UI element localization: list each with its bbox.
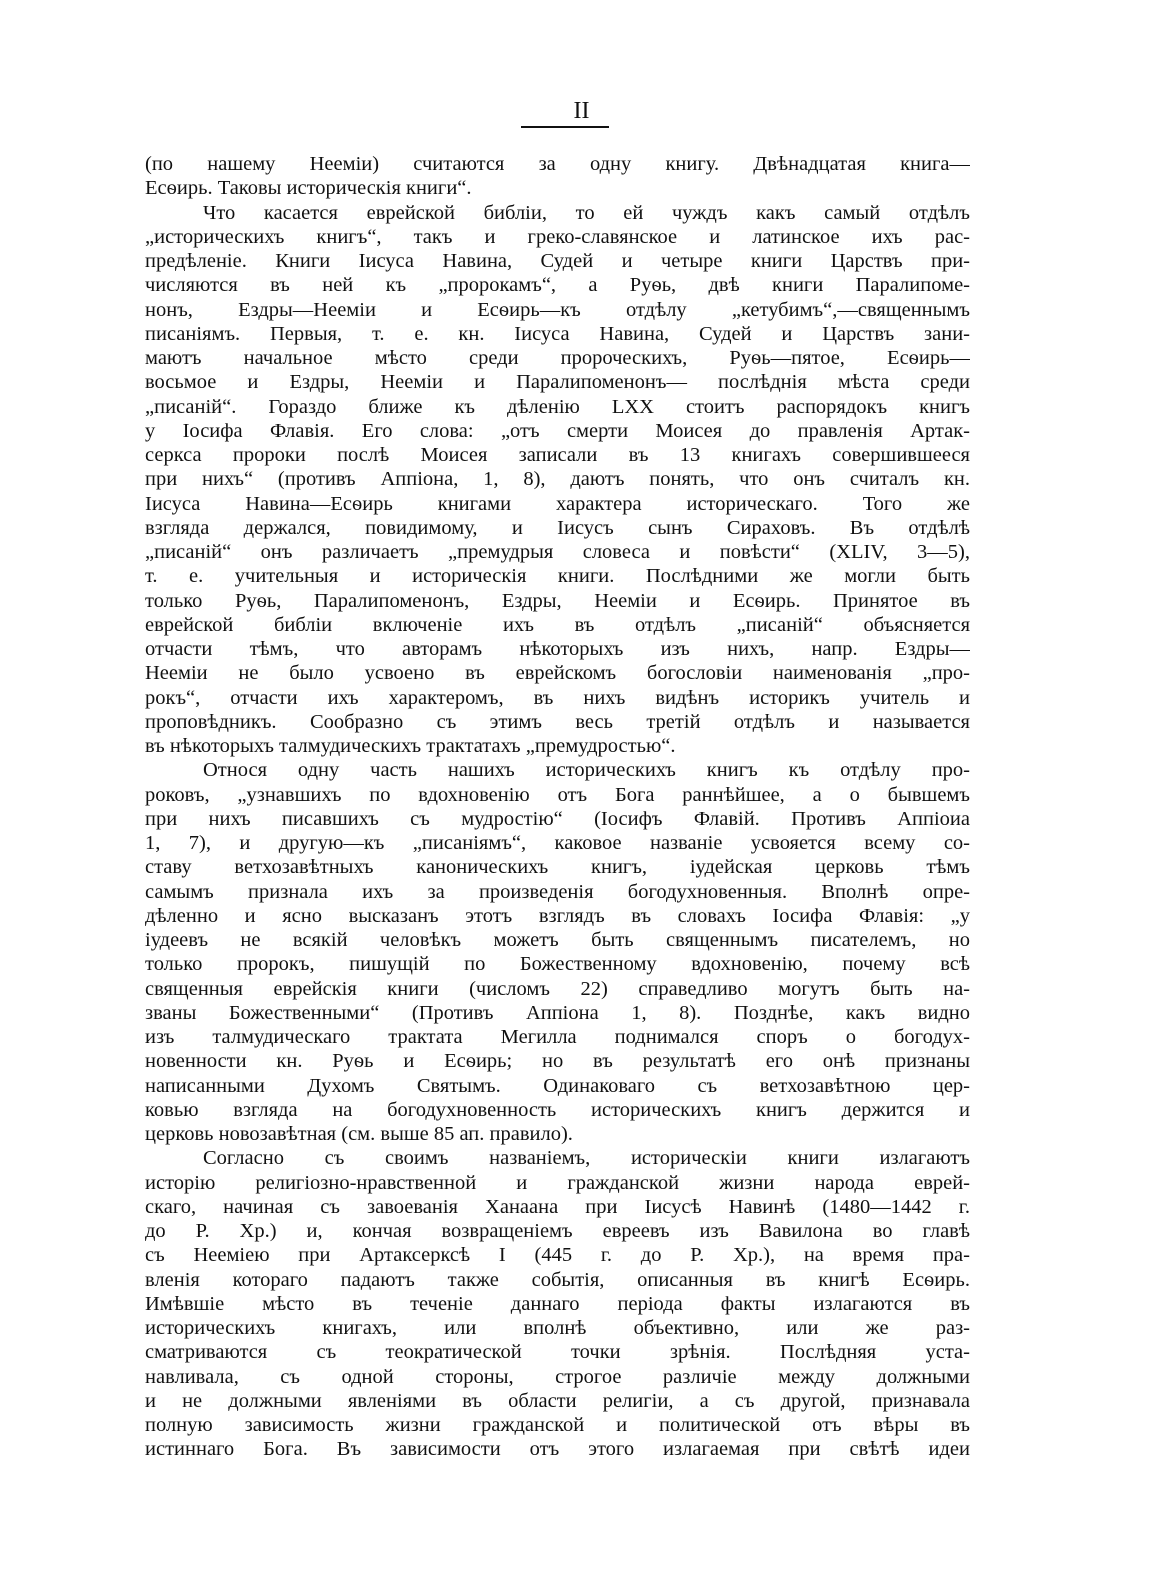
- text-line: отчасти тѣмъ, что авторамъ нѣкоторыхъ изъ нихъ, напр. Ездры—: [145, 638, 970, 660]
- text-line: Имѣвшiе мѣсто въ теченiе даннаго перiода факты излагаются въ: [145, 1292, 970, 1315]
- text-line: ковью взгляда на богодухновенность историческихъ книгъ держится и: [145, 1098, 970, 1121]
- text-line: въ нѣкоторыхъ талмудическихъ трактатахъ „премудростью“.: [145, 735, 676, 757]
- text-line: только пророкъ, пишущiй по Божественному вдохновенiю, почему всѣ: [145, 953, 970, 976]
- text-line: навливала, съ одной стороны, строгое различiе между должными: [145, 1365, 970, 1388]
- text-line: при нихъ писавшихъ съ мудростiю“ (Iосифъ Флавiй. Противъ Аппiоиа: [145, 807, 970, 830]
- text-line: Согласно съ своимъ названiемъ, историческiи книги излагаютъ: [203, 1147, 970, 1170]
- text-line: при нихъ“ (противъ Аппiона, 1, 8), даютъ понять, что онъ считалъ кн.: [145, 468, 970, 491]
- page-number: II: [573, 98, 590, 124]
- text-line: предѣленiе. Книги Iисуса Навина, Судей и четыре книги Царствъ при-: [145, 250, 970, 272]
- page-number-rule: [521, 126, 609, 128]
- text-line: восьмое и Ездры, Неемiи и Паралипоменонъ— послѣднiя мѣста среди: [145, 371, 970, 394]
- text-line: „писанiй“. Гораздо ближе къ дѣленiю LXX стоитъ распорядокъ книгъ: [145, 395, 970, 418]
- text-line: ставу ветхозавѣтныхъ каноническихъ книгъ, iудейская церковь тѣмъ: [145, 856, 970, 879]
- text-line: числяются въ ней къ „пророкамъ“, а Руѳь, двѣ книги Паралипоме-: [145, 274, 970, 297]
- text-line: изъ талмудическаго трактата Мегилла поднимался споръ о богодух-: [145, 1026, 970, 1048]
- text-line: Iисуса Навина—Есѳирь книгами характера историческаго. Того же: [145, 492, 970, 515]
- text-line: новенности кн. Руѳь и Есѳирь; но въ результатѣ его онѣ признаны: [145, 1050, 970, 1073]
- text-line: „писанiй“ онъ различаетъ „премудрыя словеса и повѣсти“ (XLIV, 3—5),: [145, 541, 970, 563]
- text-line: самымъ признала ихъ за произведенiя богодухновенныя. Вполнѣ опре-: [145, 880, 970, 903]
- text-line: т. е. учительныя и историческiя книги. Послѣдними же могли быть: [145, 565, 970, 588]
- text-line: церковь новозавѣтная (см. выше 85 ап. правило).: [145, 1123, 573, 1145]
- text-line: еврейской библiи включенiе ихъ въ отдѣлъ „писанiй“ объясняется: [145, 613, 970, 636]
- text-line: 1, 7), и другую—къ „писанiямъ“, каковое названiе усвояется всему со-: [145, 832, 970, 854]
- text-line: Неемiи не было усвоено въ еврейскомъ богословiи наименованiя „про-: [145, 662, 970, 685]
- text-line: Относя одну часть нашихъ историческихъ книгъ къ отдѣлу про-: [203, 759, 970, 782]
- text-line: дѣленно и ясно высказанъ этотъ взглядъ въ словахъ Iосифа Флавiя: „у: [145, 904, 970, 927]
- text-line: полную зависимость жизни гражданской и политической отъ вѣры въ: [145, 1414, 970, 1436]
- text-line: и не должными явленiями въ области религiи, а съ другой, признавала: [145, 1389, 970, 1412]
- text-line: Что касается еврейской библiи, то ей чуждъ какъ самый отдѣлъ: [203, 201, 970, 224]
- text-line: сматриваются съ теократической точки зрѣнiя. Послѣдняя уста-: [145, 1341, 970, 1364]
- body-text: [145, 152, 970, 1462]
- text-line: рокъ“, отчасти ихъ характеромъ, въ нихъ видѣнъ историкъ учитель и: [145, 686, 970, 709]
- text-line: историческихъ книгахъ, или вполнѣ объективно, или же раз-: [145, 1317, 970, 1339]
- text-line: званы Божественными“ (Противъ Аппiона 1, 8). Позднѣе, какъ видно: [145, 1001, 970, 1024]
- text-line: только Руѳь, Паралипоменонъ, Ездры, Неемiи и Есѳирь. Принятое въ: [145, 589, 970, 612]
- text-line: написанными Духомъ Святымъ. Одинаковаго съ ветхозавѣтною цер-: [145, 1074, 970, 1097]
- text-line: маютъ начальное мѣсто среди пророческихъ, Руѳь—пятое, Есѳирь—: [145, 347, 970, 369]
- text-line: серкса пророки послѣ Моисея записали въ 13 книгахъ совершившееся: [145, 444, 970, 466]
- text-line: вленiя котораго падаютъ также событiя, описанныя въ книгѣ Есѳирь.: [145, 1268, 970, 1291]
- text-line: нонъ, Ездры—Неемiи и Есѳирь—къ отдѣлу „кетубимъ“,—священнымъ: [145, 298, 970, 321]
- text-line: „историческихъ книгъ“, такъ и греко-славянское и латинское ихъ рас-: [145, 225, 970, 248]
- text-line: iудеевъ не всякiй человѣкъ можетъ быть священнымъ писателемъ, но: [145, 929, 970, 951]
- text-line: съ Неемiею при Артаксерксѣ I (445 г. до Р. Хр.), на время пра-: [145, 1244, 970, 1267]
- text-line: у Iосифа Флавiя. Его слова: „отъ смерти Моисея до правленiя Артак-: [145, 419, 970, 442]
- text-line: (по нашему Неемiи) считаются за одну книгу. Двѣнадцатая книга—: [145, 153, 970, 175]
- text-line: проповѣдникъ. Сообразно съ этимъ весь третiй отдѣлъ и называется: [145, 710, 970, 733]
- text-line: взгляда держался, повидимому, и Iисусъ сынъ Сираховъ. Въ отдѣлѣ: [145, 516, 970, 539]
- text-line: скаго, начиная съ завоеванiя Ханаана при Iисусѣ Навинѣ (1480—1442 г.: [145, 1195, 970, 1218]
- text-line: исторiю религiозно-нравственной и гражданской жизни народа еврей-: [145, 1171, 970, 1194]
- text-line: до Р. Хр.) и, кончая возвращенiемъ евреевъ изъ Вавилона во главѣ: [145, 1220, 970, 1242]
- text-line: Есѳирь. Таковы историческiя книги“.: [145, 177, 472, 200]
- text-line: священныя еврейскiя книги (числомъ 22) справедливо могутъ быть на-: [145, 977, 970, 1000]
- text-line: писанiямъ. Первыя, т. е. кн. Iисуса Навина, Судей и Царствъ зани-: [145, 322, 970, 345]
- text-line: истиннаго Бога. Въ зависимости отъ этого излагаемая при свѣтѣ идеи: [145, 1438, 970, 1461]
- text-line: роковъ, „узнавшихъ по вдохновенiю отъ Бога раннѣйшее, а о бывшемъ: [145, 783, 970, 806]
